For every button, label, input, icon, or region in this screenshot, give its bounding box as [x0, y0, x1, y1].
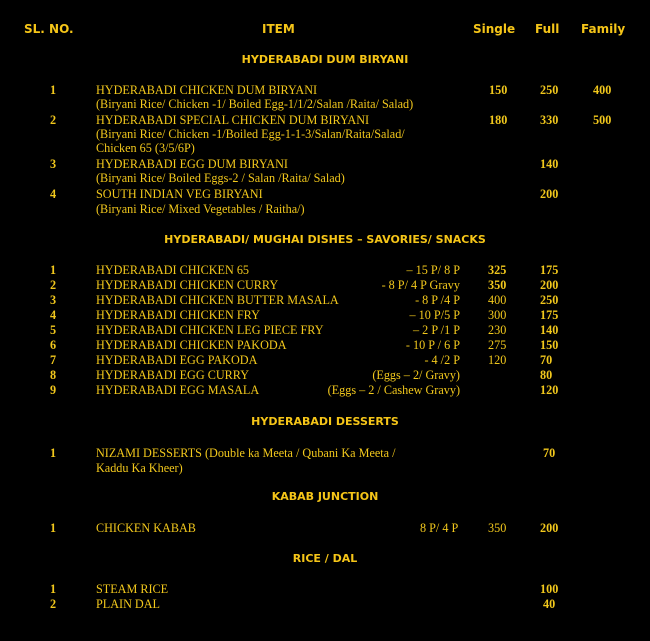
mughai-row-name: HYDERABADI CHICKEN PAKODA: [96, 338, 287, 352]
mughai-row-single: 275: [488, 338, 507, 352]
kabab-1-sl: 1: [50, 521, 57, 535]
header-item: ITEM: [262, 22, 295, 36]
mughai-row-portion: – 2 P /1 P: [413, 323, 460, 337]
mughai-row-sl: 7: [50, 353, 57, 367]
biryani-4-full: 200: [540, 187, 559, 201]
mughai-row-sl: 9: [50, 383, 57, 397]
biryani-1-sl: 1: [50, 83, 57, 97]
biryani-2-full: 330: [540, 113, 559, 127]
mughai-row-single: 230: [488, 323, 507, 337]
biryani-2-name: HYDERABADI SPECIAL CHICKEN DUM BIRYANI: [96, 113, 370, 127]
mughai-row-portion: - 8 P/ 4 P Gravy: [381, 278, 460, 292]
desserts-1-sl: 1: [50, 446, 57, 460]
mughai-row-sl: 2: [50, 278, 57, 292]
biryani-3-desc: (Biryani Rice/ Boiled Eggs-2 / Salan /Raita/ Salad): [96, 171, 345, 185]
mughai-row-single: 325: [488, 263, 507, 277]
mughai-row-full: 120: [540, 383, 559, 397]
mughai-row-full: 140: [540, 323, 559, 337]
biryani-2-desc-line2: Chicken 65 (3/5/6P): [96, 141, 195, 155]
mughai-row-single: 300: [488, 308, 507, 322]
rice-1-full: 100: [540, 582, 559, 596]
kabab-1-portion: 8 P/ 4 P: [420, 521, 459, 535]
biryani-3-name: HYDERABADI EGG DUM BIRYANI: [96, 157, 288, 171]
biryani-3-sl: 3: [50, 157, 57, 171]
mughai-row-sl: 4: [50, 308, 57, 322]
mughai-row-single: 400: [488, 293, 507, 307]
rice-1-sl: 1: [50, 582, 57, 596]
section-title-kabab: KABAB JUNCTION: [271, 490, 379, 503]
biryani-1-desc: (Biryani Rice/ Chicken -1/ Boiled Egg-1/1/2/Salan /Raita/ Salad): [96, 97, 414, 111]
biryani-1-single: 150: [489, 83, 508, 97]
desserts-1-line1: NIZAMI DESSERTS (Double ka Meeta / Qubani Ka Meeta /: [96, 446, 396, 460]
mughai-row-portion: (Eggs – 2/ Gravy): [372, 368, 460, 382]
kabab-1-full: 200: [540, 521, 559, 535]
mughai-row-sl: 3: [50, 293, 57, 307]
desserts-1-full: 70: [543, 446, 556, 460]
mughai-row-full: 70: [540, 353, 553, 367]
mughai-row-full: 150: [540, 338, 559, 352]
section-title-biryani: HYDERABADI DUM BIRYANI: [241, 53, 409, 66]
section-title-mughai: HYDERABADI/ MUGHAI DISHES – SAVORIES/ SNACKS: [164, 233, 486, 246]
rice-2-name: PLAIN DAL: [96, 597, 160, 611]
mughai-row-name: HYDERABADI CHICKEN 65: [96, 263, 250, 277]
header-sl-no: SL. NO.: [24, 22, 74, 36]
header-family: Family: [581, 22, 626, 36]
mughai-row-name: HYDERABADI EGG CURRY: [96, 368, 250, 382]
mughai-row-portion: – 10 P/5 P: [409, 308, 460, 322]
biryani-2-single: 180: [489, 113, 508, 127]
biryani-4-desc: (Biryani Rice/ Mixed Vegetables / Raitha/): [96, 202, 305, 216]
mughai-row-name: HYDERABADI EGG MASALA: [96, 383, 260, 397]
mughai-row-name: HYDERABADI CHICKEN BUTTER MASALA: [96, 293, 339, 307]
biryani-2-sl: 2: [50, 113, 57, 127]
mughai-row-single: 120: [488, 353, 507, 367]
mughai-row-full: 175: [540, 308, 559, 322]
rice-1-name: STEAM RICE: [96, 582, 169, 596]
mughai-row-single: 350: [488, 278, 507, 292]
rice-2-sl: 2: [50, 597, 57, 611]
mughai-row-name: HYDERABADI CHICKEN LEG PIECE FRY: [96, 323, 324, 337]
kabab-1-single: 350: [488, 521, 507, 535]
mughai-row-full: 80: [540, 368, 553, 382]
biryani-4-sl: 4: [50, 187, 57, 201]
biryani-1-family: 400: [593, 83, 612, 97]
biryani-2-family: 500: [593, 113, 612, 127]
mughai-row-name: HYDERABADI CHICKEN CURRY: [96, 278, 279, 292]
mughai-row-sl: 1: [50, 263, 57, 277]
section-title-desserts: HYDERABADI DESSERTS: [251, 415, 399, 428]
biryani-4-name: SOUTH INDIAN VEG BIRYANI: [96, 187, 263, 201]
mughai-row-name: HYDERABADI EGG PAKODA: [96, 353, 258, 367]
biryani-3-full: 140: [540, 157, 559, 171]
mughai-row-portion: - 10 P / 6 P: [405, 338, 460, 352]
mughai-row-full: 175: [540, 263, 559, 277]
mughai-row-full: 200: [540, 278, 559, 292]
mughai-row-name: HYDERABADI CHICKEN FRY: [96, 308, 260, 322]
mughai-row-portion: – 15 P/ 8 P: [406, 263, 460, 277]
section-title-rice: RICE / DAL: [292, 552, 358, 565]
biryani-1-name: HYDERABADI CHICKEN DUM BIRYANI: [96, 83, 318, 97]
rice-2-full: 40: [543, 597, 556, 611]
mughai-row-portion: (Eggs – 2 / Cashew Gravy): [327, 383, 460, 397]
biryani-2-desc-line1: (Biryani Rice/ Chicken -1/Boiled Egg-1-1-3/Salan/Raita/Salad/: [96, 127, 405, 141]
biryani-1-full: 250: [540, 83, 559, 97]
mughai-row-portion: - 8 P /4 P: [415, 293, 460, 307]
mughai-row-sl: 5: [50, 323, 57, 337]
kabab-1-name: CHICKEN KABAB: [96, 521, 196, 535]
desserts-1-line2: Kaddu Ka Kheer): [96, 461, 183, 475]
mughai-row-portion: - 4 /2 P: [424, 353, 460, 367]
header-full: Full: [535, 22, 560, 36]
header-single: Single: [473, 22, 516, 36]
mughai-row-sl: 6: [50, 338, 57, 352]
mughai-row-full: 250: [540, 293, 559, 307]
mughai-row-sl: 8: [50, 368, 57, 382]
